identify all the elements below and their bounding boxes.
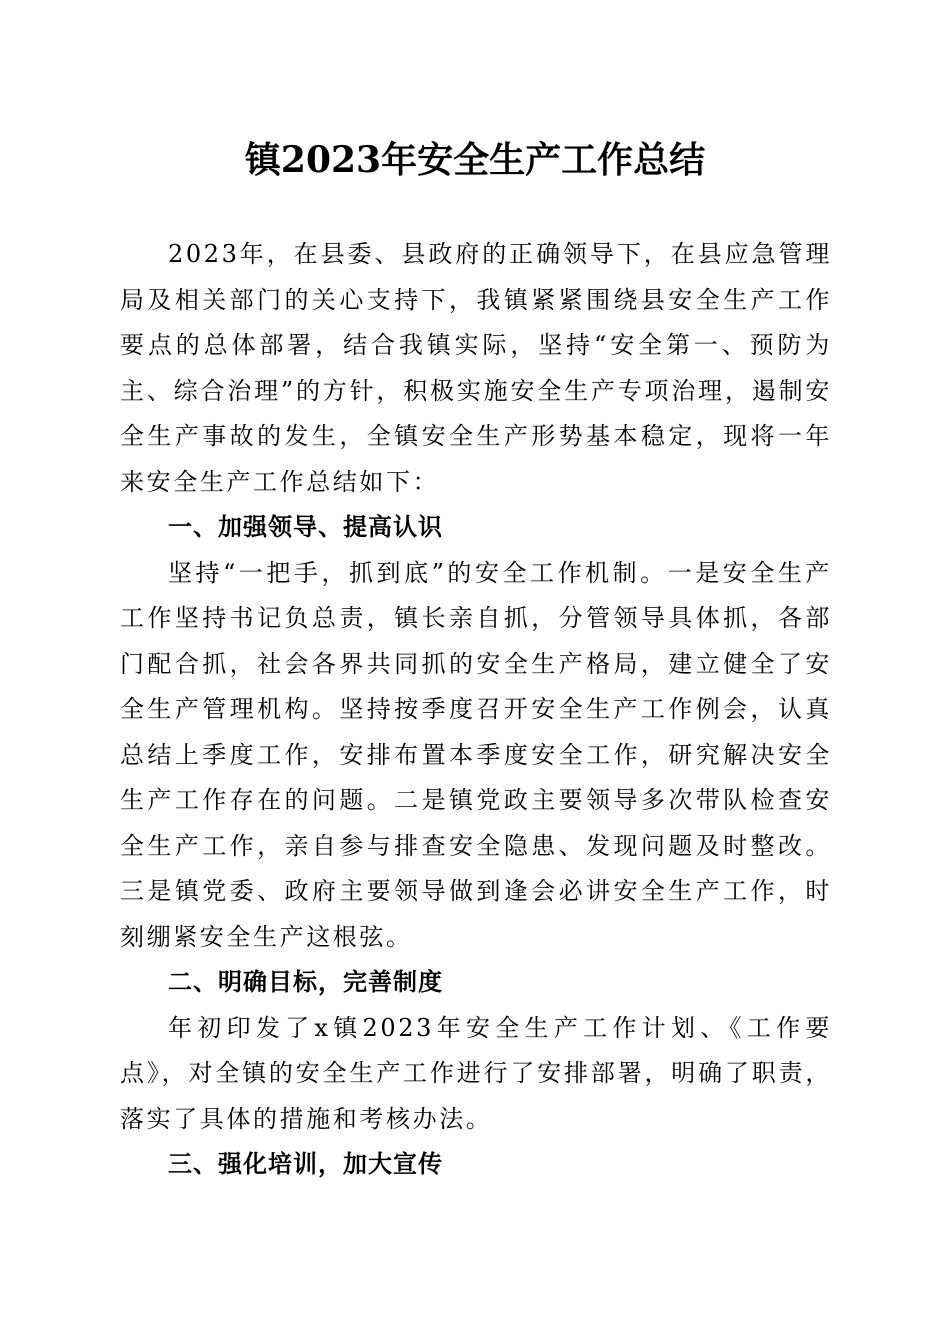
section-body-1: 坚持“一把手，抓到底”的安全工作机制。一是安全生产工作坚持书记负总责，镇长亲自抓，分管领导具体抓，各部门配合抓，社会各界共同抓的安全生产格局，建立健全了安全生产管理机构。坚持按季度召开安全生产工作例会，认真总结上季度工作，安排布置本季度安全工作，研究解决安全生产工作存在的问题。二是镇党政主要领导多次带队检查安全生产工作，亲自参与排查安全隐患、发现问题及时整改。三是镇党委、政府主要领导做到逢会必讲安全生产工作，时刻绷紧安全生产这根弦。: [120, 558, 832, 951]
section-heading-2: 二、明确目标，完善制度: [168, 968, 443, 996]
section-heading-1: 一、加强领导、提高认识: [168, 513, 443, 541]
section-heading-3: 三、强化培训，加大宣传: [168, 1150, 443, 1178]
section-body-2: 年初印发了x镇2023年安全生产工作计划、《工作要点》，对全镇的安全生产工作进行了安排部署，明确了职责，落实了具体的措施和考核办法。: [120, 1013, 832, 1133]
document-body: [120, 232, 832, 1188]
document-title: 镇2023年安全生产工作总结: [244, 139, 706, 181]
intro-paragraph: 2023年，在县委、县政府的正确领导下，在县应急管理局及相关部门的关心支持下，我镇紧紧围绕县安全生产工作要点的总体部署，结合我镇实际，坚持“安全第一、预防为主、综合治理”的方针，积极实施安全生产专项治理，遏制安全生产事故的发生，全镇安全生产形势基本稳定，现将一年来安全生产工作总结如下：: [120, 240, 832, 496]
